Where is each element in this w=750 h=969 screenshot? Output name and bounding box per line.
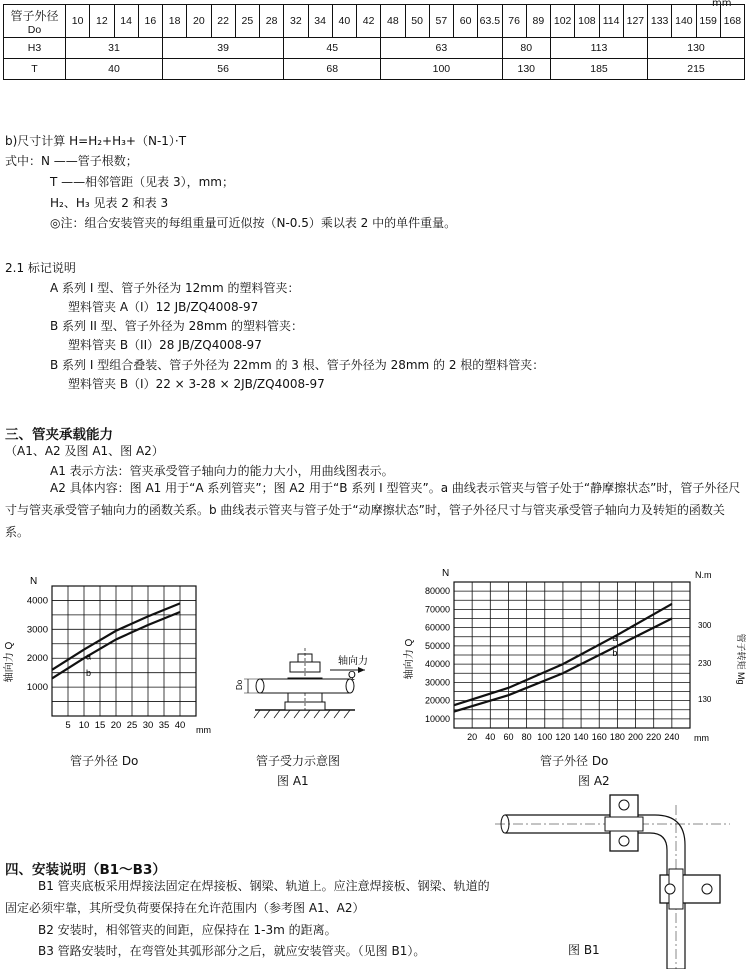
table-diameter-cell: 60 bbox=[454, 5, 478, 38]
table-value-cell: 130 bbox=[502, 59, 551, 80]
marking-line-3: B 系列 II 型、管子外径为 28mm 的塑料管夹： bbox=[50, 319, 304, 333]
table-diameter-cell: 22 bbox=[211, 5, 235, 38]
x-tick-label: 160 bbox=[591, 732, 607, 742]
table-diameter-cell: 42 bbox=[357, 5, 381, 38]
chart-a2-x-unit: mm bbox=[694, 733, 709, 743]
diagram-force-label: 轴向力 bbox=[338, 656, 368, 667]
chart-a2-x-label: 管子外径 Do bbox=[540, 754, 609, 768]
y-tick-label: 70000 bbox=[424, 604, 450, 615]
table-row-label: H3 bbox=[4, 38, 66, 59]
x-tick-label: 25 bbox=[126, 720, 138, 731]
table-row-t bbox=[4, 59, 745, 80]
table-diameter-cell: 133 bbox=[648, 5, 672, 38]
chart-a1 bbox=[0, 572, 230, 735]
y-tick-label: 4000 bbox=[26, 595, 48, 607]
x-tick-label: 220 bbox=[646, 732, 662, 742]
table-diameter-cell: 168 bbox=[720, 5, 744, 38]
table-value-cell: 215 bbox=[648, 59, 745, 80]
table-value-cell: 100 bbox=[381, 59, 502, 80]
section-3-title: 三、管夹承载能力 bbox=[5, 427, 113, 443]
chart-a2-y-unit: N bbox=[442, 568, 450, 579]
x-tick-label: 180 bbox=[609, 732, 625, 742]
table-row-h3 bbox=[4, 38, 745, 59]
table-diameter-cell: 48 bbox=[381, 5, 405, 38]
chart-a2-y2-label: 管子转矩 Mg bbox=[736, 633, 746, 685]
figure-a1-caption: 图 A1 bbox=[277, 774, 309, 788]
table-row-label: T bbox=[4, 59, 66, 80]
y-tick-label: 2000 bbox=[26, 653, 48, 665]
y-tick-label: 3000 bbox=[26, 624, 48, 636]
x-tick-label: 200 bbox=[628, 732, 644, 742]
x-tick-label: 20 bbox=[110, 720, 122, 731]
table-value-cell: 56 bbox=[163, 59, 284, 80]
calc-h-definition: H₂、H₃ 见表 2 和表 3 bbox=[50, 196, 169, 210]
series-label-b: b bbox=[612, 647, 618, 658]
table-value-cell: 45 bbox=[284, 38, 381, 59]
table-diameter-cell: 102 bbox=[551, 5, 575, 38]
table-label-line2: Do bbox=[27, 23, 42, 36]
y-tick-label: 50000 bbox=[424, 640, 450, 651]
x-tick-label: 5 bbox=[65, 720, 71, 731]
x-tick-label: 120 bbox=[555, 732, 571, 742]
chart-a1-y-label: 轴向力 Q bbox=[4, 641, 15, 683]
pipe-force-diagram bbox=[230, 648, 400, 723]
x-tick-label: 30 bbox=[142, 720, 154, 731]
x-tick-label: 80 bbox=[521, 732, 532, 742]
table-value-cell: 39 bbox=[163, 38, 284, 59]
chart-a2-y-label: 轴向力 Q bbox=[404, 638, 415, 680]
table-diameter-cell: 140 bbox=[672, 5, 696, 38]
x-tick-label: 10 bbox=[78, 720, 90, 731]
section-4-b2: B2 安装时，相邻管夹的间距，应保持在 1-3m 的距离。 bbox=[38, 923, 337, 937]
table-diameter-cell: 12 bbox=[90, 5, 114, 38]
chart-a2-y2-unit: N.m bbox=[695, 570, 712, 580]
x-tick-label: 40 bbox=[174, 720, 186, 731]
x-tick-label: 140 bbox=[573, 732, 589, 742]
table-diameter-cell: 108 bbox=[575, 5, 599, 38]
section-3-subtitle: （A1、A2 及图 A1、图 A2） bbox=[5, 444, 164, 458]
table-diameter-cell: 89 bbox=[526, 5, 550, 38]
y-tick-label: 10000 bbox=[424, 713, 450, 724]
section-4-b3: B3 管路安装时，在弯管处其弧形部分之后，就应安装管夹。（见图 B1）。 bbox=[38, 944, 426, 958]
section-3-a1: A1 表示方法：管夹承受管子轴向力的能力大小，用曲线图表示。 bbox=[50, 464, 394, 478]
diagram-caption: 管子受力示意图 bbox=[256, 754, 341, 768]
chart-a2 bbox=[398, 564, 746, 749]
x-tick-label: 20 bbox=[467, 732, 478, 742]
calc-where: 式中：N ——管子根数； bbox=[5, 154, 138, 168]
table-unit-label: mm bbox=[712, 0, 732, 9]
y-tick-label: 20000 bbox=[424, 695, 450, 706]
table-value-cell: 80 bbox=[502, 38, 551, 59]
table-diameter-cell: 14 bbox=[114, 5, 138, 38]
x-tick-label: 35 bbox=[158, 720, 170, 731]
table-diameter-cell: 28 bbox=[260, 5, 284, 38]
table-label-line1: 管子外径 bbox=[10, 8, 59, 23]
series-label-b: b bbox=[86, 668, 92, 679]
table-diameter-cell: 127 bbox=[623, 5, 647, 38]
table-diameter-cell: 32 bbox=[284, 5, 308, 38]
marking-line-4: 塑料管夹 B（II）28 JB/ZQ4008-97 bbox=[68, 338, 262, 352]
calc-t-definition: T ——相邻管距（见表 3），mm； bbox=[50, 175, 234, 189]
y2-tick-label: 230 bbox=[698, 659, 712, 668]
table-diameter-cell: 16 bbox=[138, 5, 162, 38]
table-diameter-cell: 63.5 bbox=[478, 5, 502, 38]
figure-a2-caption: 图 A2 bbox=[578, 774, 610, 788]
section-4-b1: B1 管夹底板采用焊接法固定在焊接板、钢梁、轨道上。应注意焊接板、钢梁、轨道的固定必须牢靠，其所受负荷要保持在允许范围内（参考图 A1、A2） bbox=[5, 879, 490, 915]
chart-a1-x-label: 管子外径 Do bbox=[70, 754, 139, 768]
chart-a1-y-unit: N bbox=[30, 576, 38, 587]
table-value-cell: 63 bbox=[381, 38, 502, 59]
x-tick-label: 240 bbox=[664, 732, 680, 742]
section-3-a2: A2 具体内容：图 A1 用于“A 系列管夹”；图 A2 用于“B 系列 I 型管夹”。a 曲线表示管夹与管子处于“静摩擦状态”时，管子外径尺寸与管夹承受管子轴向力的函数关系。b 曲线表示管夹与管子处于“动摩擦状态”时，管子外径尺寸与管夹承受管子轴向力及转矩的函数关系。 bbox=[5, 481, 741, 539]
y-tick-label: 60000 bbox=[424, 622, 450, 633]
table-value-cell: 31 bbox=[66, 38, 163, 59]
table-header-row bbox=[4, 5, 745, 38]
diagram-force-symbol: Q bbox=[348, 670, 356, 681]
marking-line-2: 塑料管夹 A（I）12 JB/ZQ4008-97 bbox=[68, 300, 259, 314]
y2-tick-label: 130 bbox=[698, 695, 712, 704]
chart-a1-x-unit: mm bbox=[196, 725, 211, 735]
table-diameter-cell: 114 bbox=[599, 5, 623, 38]
marking-line-1: A 系列 I 型、管子外径为 12mm 的塑料管夹： bbox=[50, 281, 300, 295]
table-value-cell: 185 bbox=[551, 59, 648, 80]
table-diameter-cell: 25 bbox=[235, 5, 259, 38]
figure-b1-caption: 图 B1 bbox=[568, 943, 600, 957]
table-diameter-cell: 18 bbox=[163, 5, 187, 38]
diagram-do-label: Do bbox=[235, 679, 244, 690]
marking-title: 2.1 标记说明 bbox=[5, 261, 76, 275]
y-tick-label: 40000 bbox=[424, 659, 450, 670]
section-4-title: 四、安装说明（B1～B3） bbox=[5, 862, 166, 878]
table-value-cell: 130 bbox=[648, 38, 745, 59]
table-diameter-cell: 10 bbox=[66, 5, 90, 38]
y-tick-label: 1000 bbox=[26, 682, 48, 694]
marking-line-6: 塑料管夹 B（I）22 × 3-28 × 2JB/ZQ4008-97 bbox=[68, 377, 325, 391]
table-diameter-cell: 57 bbox=[429, 5, 453, 38]
y2-tick-label: 300 bbox=[698, 621, 712, 630]
table-value-cell: 40 bbox=[66, 59, 163, 80]
y-tick-label: 80000 bbox=[424, 586, 450, 597]
table-value-cell: 113 bbox=[551, 38, 648, 59]
marking-line-5: B 系列 I 型组合叠装、管子外径为 22mm 的 3 根、管子外径为 28mm 的 2 根的塑料管夹： bbox=[50, 358, 545, 372]
x-tick-label: 40 bbox=[485, 732, 496, 742]
table-diameter-cell: 76 bbox=[502, 5, 526, 38]
table-label-cell bbox=[4, 5, 66, 38]
calc-note: ◎注：组合安装管夹的每组重量可近似按（N-0.5）乘以表 2 中的单件重量。 bbox=[50, 216, 457, 230]
x-tick-label: 100 bbox=[537, 732, 553, 742]
y-tick-label: 30000 bbox=[424, 677, 450, 688]
table-diameter-cell: 40 bbox=[332, 5, 356, 38]
table-value-cell: 68 bbox=[284, 59, 381, 80]
series-label-a: a bbox=[612, 632, 618, 643]
series-label-a: a bbox=[86, 651, 92, 662]
table-diameter-cell: 34 bbox=[308, 5, 332, 38]
table-diameter-cell: 20 bbox=[187, 5, 211, 38]
x-tick-label: 15 bbox=[94, 720, 106, 731]
dimension-table bbox=[3, 4, 745, 80]
table-diameter-cell: 159 bbox=[696, 5, 720, 38]
x-tick-label: 60 bbox=[503, 732, 514, 742]
figure-b1-drawing bbox=[495, 785, 745, 969]
table-diameter-cell: 50 bbox=[405, 5, 429, 38]
calc-formula: b)尺寸计算 H=H₂+H₃+（N-1）·T bbox=[5, 134, 187, 148]
